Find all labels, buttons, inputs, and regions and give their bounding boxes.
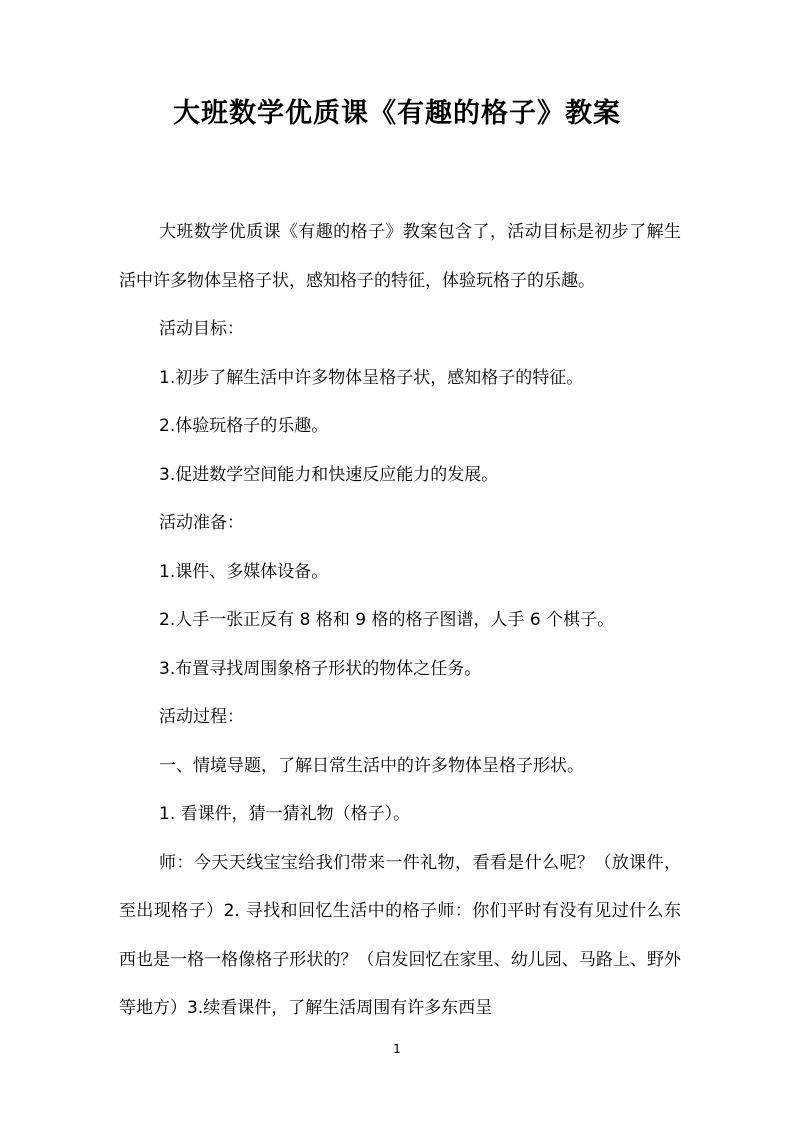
document-body — [119, 208, 681, 1033]
document-title: 大班数学优质课《有趣的格子》教案 — [173, 98, 621, 129]
intro-paragraph: 大班数学优质课《有趣的格子》教案包含了，活动目标是初步了解生活中许多物体呈格子状，感知格子的特征，体验玩格子的乐趣。 — [119, 222, 681, 291]
process-step-1: 1. 看课件，猜一猜礼物（格子）。 — [159, 804, 411, 824]
goal-item-2: 2.体验玩格子的乐趣。 — [159, 416, 329, 436]
page-number: 1 — [393, 1042, 401, 1056]
section-heading-goals: 活动目标： — [159, 319, 244, 339]
section-heading-preparation: 活动准备： — [159, 513, 244, 533]
preparation-item-3: 3.布置寻找周围象格子形状的物体之任务。 — [159, 658, 482, 679]
preparation-item-2: 2.人手一张正反有 8 格和 9 格的格子图谱，人手 6 个棋子。 — [159, 610, 615, 630]
process-step-heading: 一、情境导题，了解日常生活中的许多物体呈格子形状。 — [159, 755, 584, 776]
goal-item-3: 3.促进数学空间能力和快速反应能力的发展。 — [159, 464, 499, 485]
preparation-item-1: 1.课件、多媒体设备。 — [159, 561, 329, 582]
section-heading-process: 活动过程： — [159, 707, 244, 727]
goal-item-1: 1.初步了解生活中许多物体呈格子状，感知格子的特征。 — [159, 367, 584, 388]
process-dialogue-paragraph: 师：今天天线宝宝给我们带来一件礼物，看看是什么呢？（放课件，至出现格子）2. 寻找和回忆生活中的格子师：你们平时有没有见过什么东西也是一格一格像格子形状的？（启发回忆在家里、幼儿园、马路上、野外等地方）3.续看课件，了解生活周围有许多东西呈 — [119, 852, 681, 1018]
